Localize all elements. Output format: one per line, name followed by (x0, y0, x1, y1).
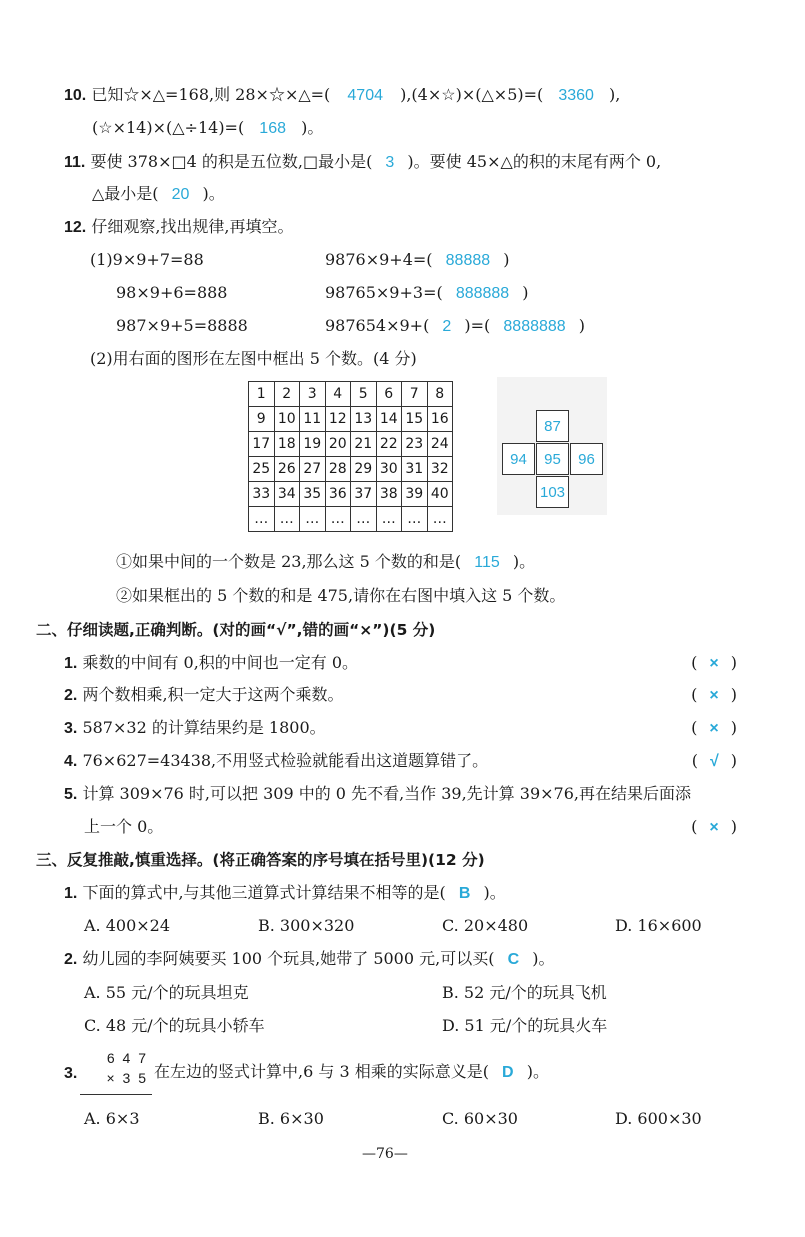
q12-title-line (64, 216, 294, 239)
grid-cell: 29 (351, 457, 377, 482)
grid-cell: 22 (376, 432, 402, 457)
judge-item-4-answer: √ (709, 753, 719, 770)
q12-right-3-answer-1: 2 (442, 318, 452, 335)
figure-cell-bottom: 103 (536, 476, 569, 508)
choice-q1-answer: B (458, 885, 471, 902)
judge-item-5-text: 计算 309×76 时,可以把 309 中的 0 先不看,当作 39,先计算 39×76,再在结果后面添 (82, 784, 691, 803)
choice-q1 (64, 882, 506, 905)
judge-item-2-paren: ( × ) (691, 685, 737, 704)
judge-item-5-text2: 上一个 0。 (84, 817, 164, 836)
grid-cell: 31 (402, 457, 428, 482)
grid-cell: 37 (351, 482, 377, 507)
grid-row (249, 457, 453, 482)
judge-item-5-number: 5. (64, 786, 78, 803)
vertical-bottom-operand: × 3 5 (106, 1070, 148, 1086)
cross-figure (497, 377, 607, 515)
q12-sub1-text: ①如果中间的一个数是 23,那么这 5 个数的和是( (116, 552, 462, 571)
q12-right-2 (325, 282, 529, 305)
judge-item-5 (64, 783, 691, 806)
q12-sub1-close: )。 (512, 552, 536, 571)
choice-q2-close: )。 (532, 949, 555, 968)
grid-cell: 33 (249, 482, 275, 507)
q10-line2 (92, 117, 323, 140)
grid-cell: 3 (300, 382, 326, 407)
judge-item-3-answer: × (709, 720, 719, 737)
q11-number: 11. (64, 154, 86, 171)
q12-right-1-close: ) (503, 250, 510, 269)
grid-cell: 40 (427, 482, 453, 507)
grid-cell: 7 (402, 382, 428, 407)
grid-cell: 32 (427, 457, 453, 482)
grid-cell: 23 (402, 432, 428, 457)
judge-item-4-number: 4. (64, 753, 78, 770)
q10-number: 10. (64, 87, 87, 104)
judge-item-4-text: 76×627=43438,不用竖式检验就能看出这道题算错了。 (82, 751, 489, 770)
grid-cell: 38 (376, 482, 402, 507)
q12-sub1-answer: 115 (474, 554, 500, 571)
q10-answer-1: 4704 (347, 87, 383, 104)
judge-item-5-answer: × (709, 819, 719, 836)
choice-q2-option-b: B. 52 元/个的玩具飞机 (442, 983, 607, 1002)
section3-title: 三、反复推敲,慎重选择。(将正确答案的序号填在括号里)(12 分) (36, 851, 485, 869)
choice-q3-option-d: D. 600×30 (615, 1109, 702, 1128)
judge-item-2-text: 两个数相乘,积一定大于这两个乘数。 (82, 685, 344, 704)
judge-item-2 (64, 684, 344, 707)
choice-q3-number-line (64, 1062, 77, 1085)
grid-cell: 8 (427, 382, 453, 407)
q12-right-3-answer-2: 8888888 (503, 318, 566, 335)
choice-q1-option-d: D. 16×600 (615, 916, 702, 935)
grid-row (249, 432, 453, 457)
q10-text-e: )。 (301, 118, 324, 137)
grid-cell: … (300, 507, 326, 532)
q12-right-1-answer: 88888 (445, 252, 491, 269)
q12-right-1 (325, 249, 509, 272)
q12-number: 12. (64, 219, 87, 236)
choice-q2-answer: C (507, 951, 520, 968)
choice-q3-answer: D (502, 1064, 514, 1081)
judge-item-1 (64, 652, 358, 675)
q12-right-3-mid: )=( (464, 316, 491, 335)
choice-q2-number: 2. (64, 951, 78, 968)
grid-cell: 13 (351, 407, 377, 432)
choice-q2 (64, 948, 554, 971)
grid-row (249, 507, 453, 532)
figure-cell-right: 96 (570, 443, 603, 475)
grid-cell: 9 (249, 407, 275, 432)
q10-answer-3: 168 (259, 120, 286, 137)
grid-cell: 24 (427, 432, 453, 457)
q10-text-b: ),(4×☆)×(△×5)=( (400, 85, 544, 104)
section2-title: 二、仔细读题,正确判断。(对的画“√”,错的画“×”)(5 分) (36, 621, 436, 639)
grid-cell: 1 (249, 382, 275, 407)
choice-q3-option-a: A. 6×3 (84, 1109, 140, 1128)
q12-right-2-answer: 888888 (455, 285, 510, 302)
q12-left-2: 98×9+6=888 (116, 283, 228, 302)
choice-q1-option-b: B. 300×320 (258, 916, 355, 935)
choice-q2-option-d: D. 51 元/个的玩具火车 (442, 1016, 608, 1035)
q12-sub1 (116, 551, 535, 574)
grid-cell: … (351, 507, 377, 532)
q11-answer-2: 20 (171, 186, 190, 203)
judge-item-3-number: 3. (64, 720, 78, 737)
figure-cell-top: 87 (536, 410, 569, 442)
grid-cell: 15 (402, 407, 428, 432)
choice-q1-option-a: A. 400×24 (84, 916, 171, 935)
q10-text-d: (☆×14)×(△÷14)=( (92, 118, 245, 137)
grid-cell: … (274, 507, 300, 532)
judge-item-3-paren: ( × ) (691, 718, 737, 737)
choice-q2-option-c: C. 48 元/个的玩具小轿车 (84, 1016, 265, 1035)
grid-cell: 14 (376, 407, 402, 432)
grid-cell: 35 (300, 482, 326, 507)
judge-item-1-number: 1. (64, 655, 78, 672)
grid-cell: 39 (402, 482, 428, 507)
choice-q3-option-c: C. 60×30 (442, 1109, 518, 1128)
judge-item-2-answer: × (709, 687, 719, 704)
q10-answer-2: 3360 (558, 87, 594, 104)
q10-text-a: 已知☆×△=168,则 28×☆×△=( (91, 85, 331, 104)
choice-q2-text: 幼儿园的李阿姨要买 100 个玩具,她带了 5000 元,可以买( (82, 949, 495, 968)
judge-item-3 (64, 717, 326, 740)
grid-row (249, 382, 453, 407)
q11-line1 (64, 151, 661, 174)
grid-row (249, 407, 453, 432)
judge-item-2-number: 2. (64, 687, 78, 704)
grid-cell: 11 (300, 407, 326, 432)
q11-text-d: )。 (202, 184, 225, 203)
grid-cell: 5 (351, 382, 377, 407)
grid-cell: 10 (274, 407, 300, 432)
choice-q1-text: 下面的算式中,与其他三道算式计算结果不相等的是( (82, 883, 446, 902)
grid-cell: 21 (351, 432, 377, 457)
q12-right-3-close: ) (578, 316, 586, 335)
grid-cell: 2 (274, 382, 300, 407)
q11-text-b: )。要使 45×△的积的末尾有两个 0, (407, 152, 662, 171)
judge-item-4 (64, 750, 488, 773)
grid-cell: 28 (325, 457, 351, 482)
q12-right-2-close: ) (522, 283, 529, 302)
q12-left-1: (1)9×9+7=88 (90, 250, 204, 269)
grid-cell: 16 (427, 407, 453, 432)
judge-item-1-paren: ( × ) (691, 653, 737, 672)
q12-left-3: 987×9+5=8888 (116, 316, 248, 335)
vertical-underline (80, 1094, 152, 1095)
q10-text-c: ), (609, 85, 621, 104)
q11-line2 (92, 183, 225, 206)
figure-cell-left: 94 (502, 443, 535, 475)
grid-cell: 19 (300, 432, 326, 457)
q11-text-a: 要使 378×□4 的积是五位数,□最小是( (90, 152, 373, 171)
judge-item-1-answer: × (709, 655, 719, 672)
grid-cell: 30 (376, 457, 402, 482)
grid-cell: … (376, 507, 402, 532)
judge-item-1-text: 乘数的中间有 0,积的中间也一定有 0。 (82, 653, 359, 672)
q10-line1 (64, 84, 620, 107)
grid-cell: 18 (274, 432, 300, 457)
grid-cell: 12 (325, 407, 351, 432)
grid-cell: 26 (274, 457, 300, 482)
judge-item-3-text: 587×32 的计算结果约是 1800。 (82, 718, 326, 737)
grid-cell: 17 (249, 432, 275, 457)
choice-q3 (154, 1061, 549, 1084)
choice-q1-close: )。 (483, 883, 506, 902)
grid-cell: 20 (325, 432, 351, 457)
figure-cell-center: 95 (536, 443, 569, 475)
vertical-top-operand: 6 4 7 (106, 1050, 148, 1066)
grid-cell: 27 (300, 457, 326, 482)
grid-cell: 34 (274, 482, 300, 507)
number-grid (248, 381, 453, 532)
grid-cell: 6 (376, 382, 402, 407)
q11-text-c: △最小是( (92, 184, 159, 203)
choice-q1-option-c: C. 20×480 (442, 916, 529, 935)
q12-sub2: ②如果框出的 5 个数的和是 475,请你在右图中填入这 5 个数。 (116, 586, 566, 605)
grid-cell: 4 (325, 382, 351, 407)
grid-cell: … (249, 507, 275, 532)
page-number: —76— (362, 1146, 408, 1162)
grid-row (249, 482, 453, 507)
vertical-multiplication (82, 1048, 152, 1088)
q12-part2-instruction: (2)用右面的图形在左图中框出 5 个数。(4 分) (90, 349, 417, 368)
grid-cell: … (325, 507, 351, 532)
q12-right-3-text: 987654×9+( (325, 316, 430, 335)
q12-right-3 (325, 315, 585, 338)
q11-answer-1: 3 (385, 154, 395, 171)
q12-title: 仔细观察,找出规律,再填空。 (91, 217, 294, 236)
choice-q3-text: 在左边的竖式计算中,6 与 3 相乘的实际意义是( (154, 1062, 489, 1081)
judge-item-5-paren: ( × ) (691, 817, 737, 836)
choice-q3-number: 3. (64, 1065, 78, 1082)
choice-q3-option-b: B. 6×30 (258, 1109, 324, 1128)
grid-cell: … (427, 507, 453, 532)
judge-item-4-paren: ( √ ) (691, 751, 737, 770)
q12-right-2-text: 98765×9+3=( (325, 283, 443, 302)
choice-q1-number: 1. (64, 885, 78, 902)
q12-right-1-text: 9876×9+4=( (325, 250, 433, 269)
grid-cell: … (402, 507, 428, 532)
choice-q3-close: )。 (526, 1062, 549, 1081)
grid-cell: 36 (325, 482, 351, 507)
choice-q2-option-a: A. 55 元/个的玩具坦克 (84, 983, 249, 1002)
grid-cell: 25 (249, 457, 275, 482)
